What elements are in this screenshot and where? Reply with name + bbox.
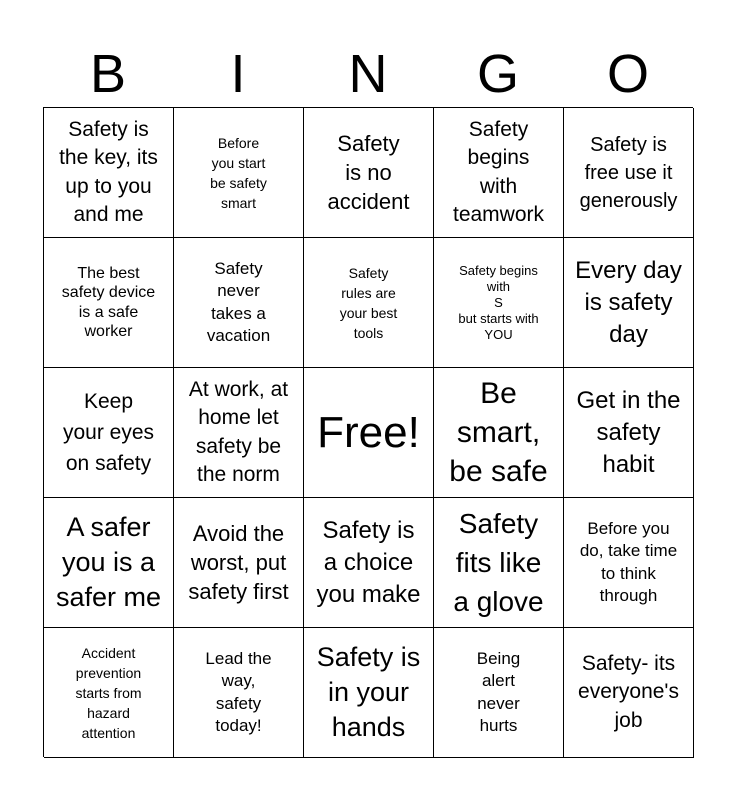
free-space-cell[interactable]: Free! [304, 368, 434, 498]
bingo-cell-r2-c5[interactable]: Every day is safety day [564, 238, 694, 368]
header-letter-b: B [89, 44, 127, 104]
bingo-cell-r3-c2[interactable]: At work, at home let safety be the norm [174, 368, 304, 498]
bingo-cell-r4-c2[interactable]: Avoid the worst, put safety first [174, 498, 304, 628]
bingo-cell-r4-c5[interactable]: Before you do, take time to think through [564, 498, 694, 628]
header-letter-o: O [606, 44, 649, 104]
bingo-cell-r1-c2[interactable]: Before you start be safety smart [174, 108, 304, 238]
bingo-cell-r3-c5[interactable]: Get in the safety habit [564, 368, 694, 498]
bingo-cell-r5-c1[interactable]: Accident prevention starts from hazard attention [44, 628, 174, 758]
bingo-header [43, 40, 693, 108]
bingo-cell-r1-c1[interactable]: Safety is the key, its up to you and me [44, 108, 174, 238]
bingo-cell-r2-c2[interactable]: Safety never takes a vacation [174, 238, 304, 368]
bingo-cell-r1-c4[interactable]: Safety begins with teamwork [434, 108, 564, 238]
bingo-cell-r4-c4[interactable]: Safety fits like a glove [434, 498, 564, 628]
header-letter-i: I [230, 44, 246, 104]
bingo-cell-r5-c5[interactable]: Safety- its everyone's job [564, 628, 694, 758]
bingo-cell-r4-c1[interactable]: A safer you is a safer me [44, 498, 174, 628]
bingo-cell-r2-c1[interactable]: The best safety device is a safe worker [44, 238, 174, 368]
bingo-cell-r2-c4[interactable]: Safety begins with S but starts with YOU [434, 238, 564, 368]
bingo-cell-r2-c3[interactable]: Safety rules are your best tools [304, 238, 434, 368]
bingo-cell-r5-c2[interactable]: Lead the way, safety today! [174, 628, 304, 758]
bingo-cell-r5-c4[interactable]: Being alert never hurts [434, 628, 564, 758]
header-letter-g: G [476, 44, 519, 104]
bingo-cell-r4-c3[interactable]: Safety is a choice you make [304, 498, 434, 628]
bingo-cell-r5-c3[interactable]: Safety is in your hands [304, 628, 434, 758]
header-letter-n: N [348, 44, 388, 104]
bingo-grid [43, 107, 693, 757]
bingo-cell-r1-c5[interactable]: Safety is free use it generously [564, 108, 694, 238]
bingo-cell-r1-c3[interactable]: Safety is no accident [304, 108, 434, 238]
bingo-cell-r3-c1[interactable]: Keep your eyes on safety [44, 368, 174, 498]
bingo-cell-r3-c4[interactable]: Be smart, be safe [434, 368, 564, 498]
